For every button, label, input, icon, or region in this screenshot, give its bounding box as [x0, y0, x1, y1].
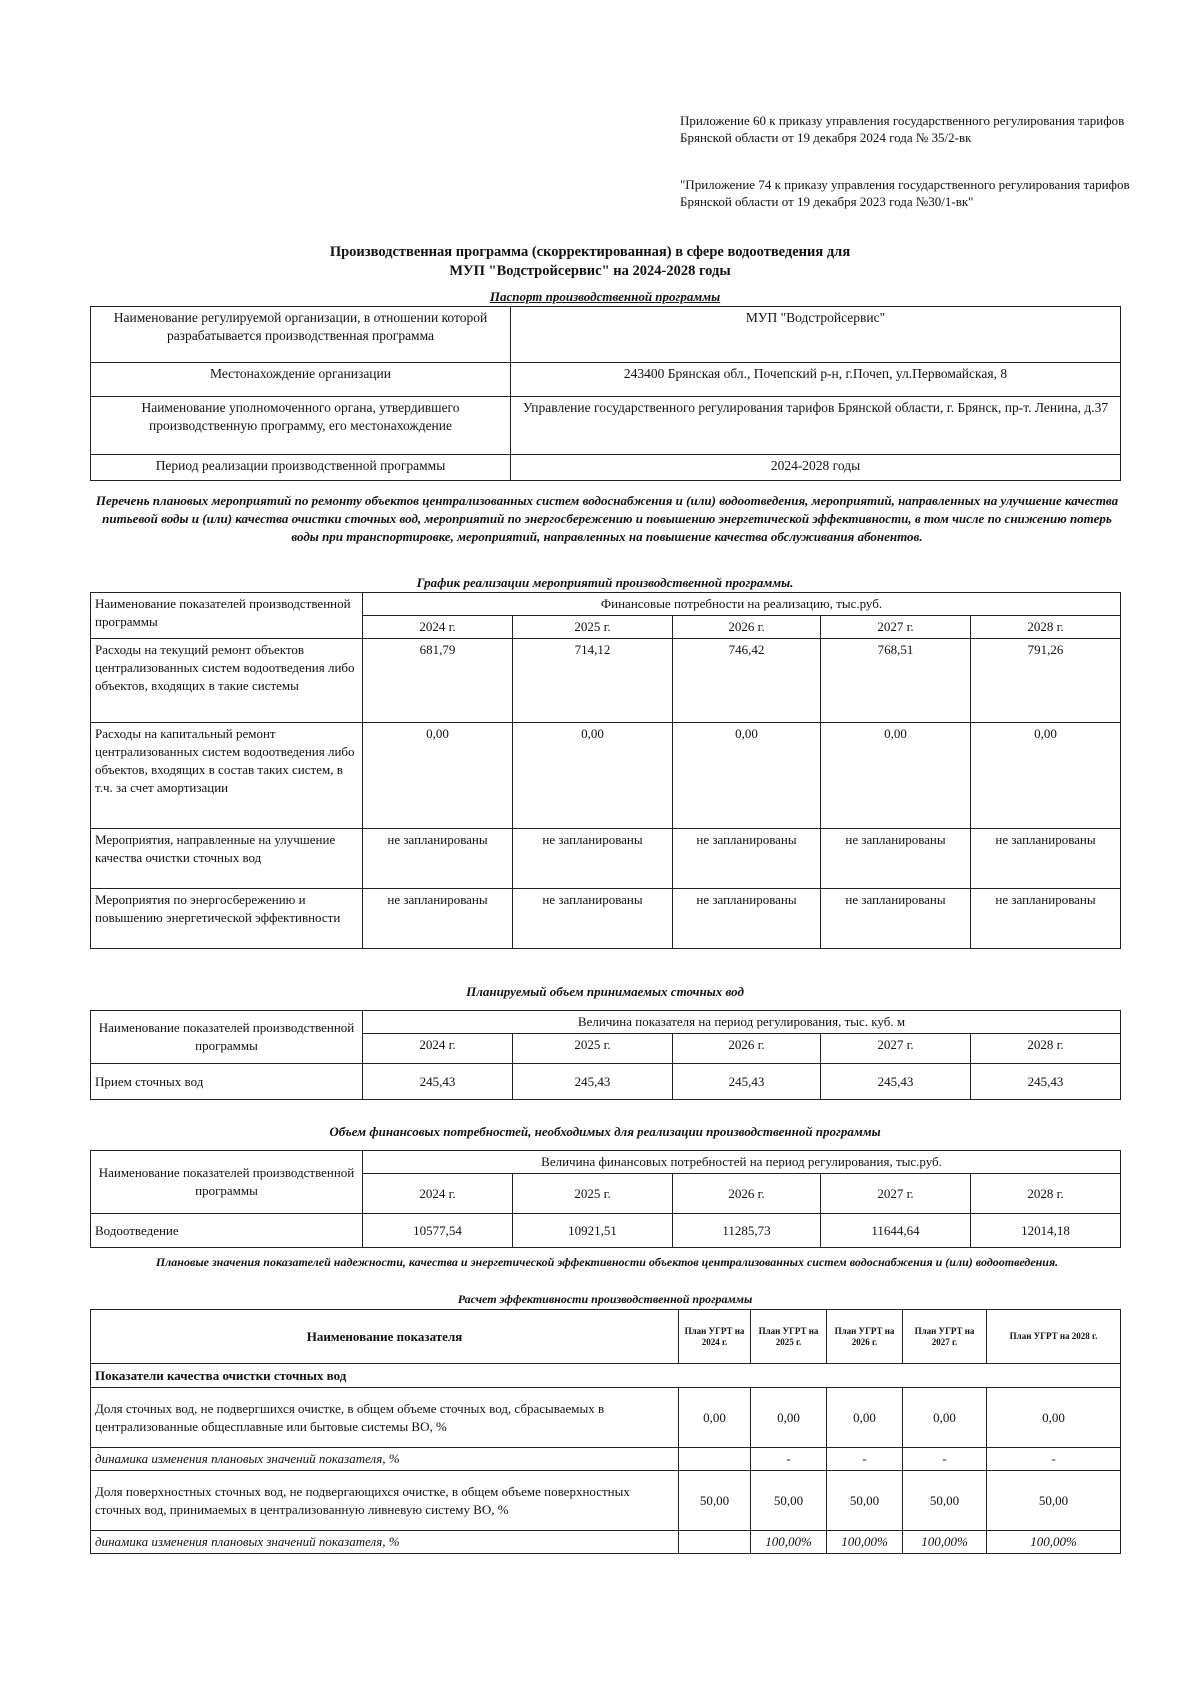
- cell-value: 0,00: [903, 1388, 987, 1448]
- page-title: [150, 243, 1030, 281]
- cell-value: 11285,73: [673, 1214, 821, 1248]
- cell-value: 50,00: [751, 1471, 827, 1531]
- reliability-heading: Плановые значения показателей надежности, качества и энергетической эффективности объектов централизованных систем водоснабжения и (или) водоотведения.: [155, 1255, 1059, 1269]
- cell-value: не запланированы: [673, 829, 821, 889]
- cell-value: 50,00: [827, 1471, 903, 1531]
- table-row: [91, 363, 1121, 397]
- table-row: [91, 723, 1121, 829]
- section-label: Показатели качества очистки сточных вод: [91, 1364, 1121, 1388]
- cell-value: 0,00: [673, 723, 821, 829]
- cell-value: 0,00: [971, 723, 1121, 829]
- cell-value: 0,00: [821, 723, 971, 829]
- cell-value: 12014,18: [971, 1214, 1121, 1248]
- cell-value: 791,26: [971, 639, 1121, 723]
- year-header: 2025 г.: [513, 1034, 673, 1064]
- cell-value: -: [903, 1448, 987, 1471]
- row-label: Доля сточных вод, не подвергшихся очистке, в общем объеме сточных вод, сбрасываемых в централизованные общесплавные или бытовые системы ВО, %: [91, 1388, 679, 1448]
- column-header-name: Наименование показателей производственной программы: [91, 1011, 363, 1064]
- cell-value: не запланированы: [971, 889, 1121, 949]
- passport-value: МУП "Водстройсервис": [511, 307, 1121, 363]
- table-row: [91, 307, 1121, 363]
- table-row: [91, 889, 1121, 949]
- passport-label: Наименование уполномоченного органа, утвердившего производственную программу, его местонахождение: [91, 397, 511, 455]
- table-row: [91, 1388, 1121, 1448]
- title-line-2: МУП "Водстройсервис" на 2024-2028 годы: [449, 263, 731, 279]
- year-header: 2028 г.: [971, 616, 1121, 639]
- passport-value: 243400 Брянская обл., Почепский р-н, г.Почеп, ул.Первомайская, 8: [511, 363, 1121, 397]
- table-row: [91, 639, 1121, 723]
- title-line-1: Производственная программа (скорректированная) в сфере водоотведения для: [329, 244, 851, 260]
- cell-value: не запланированы: [673, 889, 821, 949]
- table-header-row: [91, 1011, 1121, 1034]
- cell-value: 245,43: [673, 1064, 821, 1100]
- plan-header: План УГРТ на 2025 г.: [751, 1310, 827, 1364]
- cell-value: 100,00%: [827, 1531, 903, 1554]
- year-header: 2027 г.: [821, 1174, 971, 1214]
- cell-value: 681,79: [363, 639, 513, 723]
- row-label: динамика изменения плановых значений показателя, %: [91, 1448, 679, 1471]
- table-row: [91, 1531, 1121, 1554]
- cell-value: 0,00: [679, 1388, 751, 1448]
- cell-value: 50,00: [679, 1471, 751, 1531]
- passport-label: Наименование регулируемой организации, в отношении которой разрабатывается производственная программа: [91, 307, 511, 363]
- finance-heading: Объем финансовых потребностей, необходимых для реализации производственной программы: [329, 1124, 881, 1139]
- year-header: 2028 г.: [971, 1034, 1121, 1064]
- year-header: 2024 г.: [363, 1034, 513, 1064]
- cell-value: 100,00%: [987, 1531, 1121, 1554]
- plan-header: План УГРТ на 2027 г.: [903, 1310, 987, 1364]
- year-header: 2028 г.: [971, 1174, 1121, 1214]
- cell-value: 245,43: [971, 1064, 1121, 1100]
- cell-value: не запланированы: [363, 829, 513, 889]
- table-row: [91, 455, 1121, 481]
- cell-value: 50,00: [903, 1471, 987, 1531]
- measures-heading: Перечень плановых мероприятий по ремонту объектов централизованных систем водоснабжения и (или) водоотведения, мероприятий, направленных на улучшение качества питьевой воды и (или) качества очистки сточных вод, мероприятий по энергосбережению и повышению энергетической эффективности, в том числе по снижению потерь воды при транспортировке, мероприятий, направленных на повышение качества обслуживания абонентов.: [95, 493, 1119, 544]
- reliability-subheading: Расчет эффективности производственной программы: [457, 1292, 753, 1306]
- row-label: Расходы на текущий ремонт объектов централизованных систем водоотведения либо объектов, входящих в такие системы: [91, 639, 363, 723]
- table-row: [91, 1448, 1121, 1471]
- row-label: Водоотведение: [91, 1214, 363, 1248]
- cell-value: не запланированы: [513, 829, 673, 889]
- table-row: [91, 1214, 1121, 1248]
- measures-table: [90, 592, 1121, 949]
- column-header-group: Величина финансовых потребностей на период регулирования, тыс.руб.: [363, 1151, 1121, 1174]
- year-header: 2026 г.: [673, 1034, 821, 1064]
- cell-value: 245,43: [513, 1064, 673, 1100]
- year-header: 2026 г.: [673, 616, 821, 639]
- cell-value: 746,42: [673, 639, 821, 723]
- cell-value: [679, 1448, 751, 1471]
- volume-heading: Планируемый объем принимаемых сточных вод: [466, 984, 744, 999]
- year-header: 2025 г.: [513, 616, 673, 639]
- cell-value: 100,00%: [903, 1531, 987, 1554]
- cell-value: не запланированы: [513, 889, 673, 949]
- column-header-name: Наименование показателя: [91, 1310, 679, 1364]
- year-header: 2025 г.: [513, 1174, 673, 1214]
- volume-table: [90, 1010, 1121, 1100]
- cell-value: -: [987, 1448, 1121, 1471]
- table-row: [91, 1471, 1121, 1531]
- passport-heading: Паспорт производственной программы: [489, 289, 721, 304]
- table-header-row: [91, 593, 1121, 616]
- cell-value: 0,00: [363, 723, 513, 829]
- cell-value: 245,43: [363, 1064, 513, 1100]
- cell-value: 245,43: [821, 1064, 971, 1100]
- year-header: 2026 г.: [673, 1174, 821, 1214]
- table-row: [91, 397, 1121, 455]
- row-label: Доля поверхностных сточных вод, не подвергающихся очистке, в общем объеме поверхностных сточных вод, принимаемых в централизованную ливневую систему ВО, %: [91, 1471, 679, 1531]
- passport-value: Управление государственного регулирования тарифов Брянской области, г. Брянск, пр-т. Ленина, д.37: [511, 397, 1121, 455]
- cell-value: [679, 1531, 751, 1554]
- passport-label: Период реализации производственной программы: [91, 455, 511, 481]
- table-row: [91, 1064, 1121, 1100]
- table-section-row: [91, 1364, 1121, 1388]
- cell-value: 714,12: [513, 639, 673, 723]
- cell-value: -: [827, 1448, 903, 1471]
- year-header: 2027 г.: [821, 616, 971, 639]
- plan-header: План УГРТ на 2024 г.: [679, 1310, 751, 1364]
- passport-label: Местонахождение организации: [91, 363, 511, 397]
- cell-value: 0,00: [751, 1388, 827, 1448]
- cell-value: не запланированы: [971, 829, 1121, 889]
- column-header-group: Финансовые потребности на реализацию, тыс.руб.: [363, 593, 1121, 616]
- table-row: [91, 829, 1121, 889]
- appendix-note-current: Приложение 60 к приказу управления государственного регулирования тарифов Брянской области от 19 декабря 2024 года № 35/2-вк: [680, 113, 1125, 145]
- measures-subheading: График реализации мероприятий производственной программы.: [416, 575, 794, 590]
- cell-value: 0,00: [827, 1388, 903, 1448]
- cell-value: 10921,51: [513, 1214, 673, 1248]
- cell-value: 100,00%: [751, 1531, 827, 1554]
- passport-value: 2024-2028 годы: [511, 455, 1121, 481]
- table-header-row: [91, 1310, 1121, 1364]
- cell-value: 11644,64: [821, 1214, 971, 1248]
- cell-value: -: [751, 1448, 827, 1471]
- column-header-name: Наименование показателей производственной программы: [91, 593, 363, 639]
- cell-value: 0,00: [987, 1388, 1121, 1448]
- row-label: Мероприятия, направленные на улучшение качества очистки сточных вод: [91, 829, 363, 889]
- plan-header: План УГРТ на 2026 г.: [827, 1310, 903, 1364]
- plan-header: План УГРТ на 2028 г.: [987, 1310, 1121, 1364]
- finance-table: [90, 1150, 1121, 1248]
- row-label: Прием сточных вод: [91, 1064, 363, 1100]
- year-header: 2024 г.: [363, 1174, 513, 1214]
- year-header: 2024 г.: [363, 616, 513, 639]
- appendix-note-previous: "Приложение 74 к приказу управления государственного регулирования тарифов Брянской области от 19 декабря 2023 года №30/1-вк": [680, 177, 1130, 209]
- row-label: Мероприятия по энергосбережению и повышению энергетической эффективности: [91, 889, 363, 949]
- cell-value: 0,00: [513, 723, 673, 829]
- table-header-row: [91, 1151, 1121, 1174]
- cell-value: 50,00: [987, 1471, 1121, 1531]
- passport-table: [90, 306, 1121, 481]
- column-header-group: Величина показателя на период регулирования, тыс. куб. м: [363, 1011, 1121, 1034]
- cell-value: 768,51: [821, 639, 971, 723]
- row-label: Расходы на капитальный ремонт централизованных систем водоотведения либо объектов, входящих в состав таких систем, в т.ч. за счет амортизации: [91, 723, 363, 829]
- year-header: 2027 г.: [821, 1034, 971, 1064]
- cell-value: не запланированы: [821, 829, 971, 889]
- cell-value: не запланированы: [363, 889, 513, 949]
- cell-value: не запланированы: [821, 889, 971, 949]
- reliability-table: [90, 1309, 1121, 1554]
- cell-value: 10577,54: [363, 1214, 513, 1248]
- column-header-name: Наименование показателей производственной программы: [91, 1151, 363, 1214]
- row-label: динамика изменения плановых значений показателя, %: [91, 1531, 679, 1554]
